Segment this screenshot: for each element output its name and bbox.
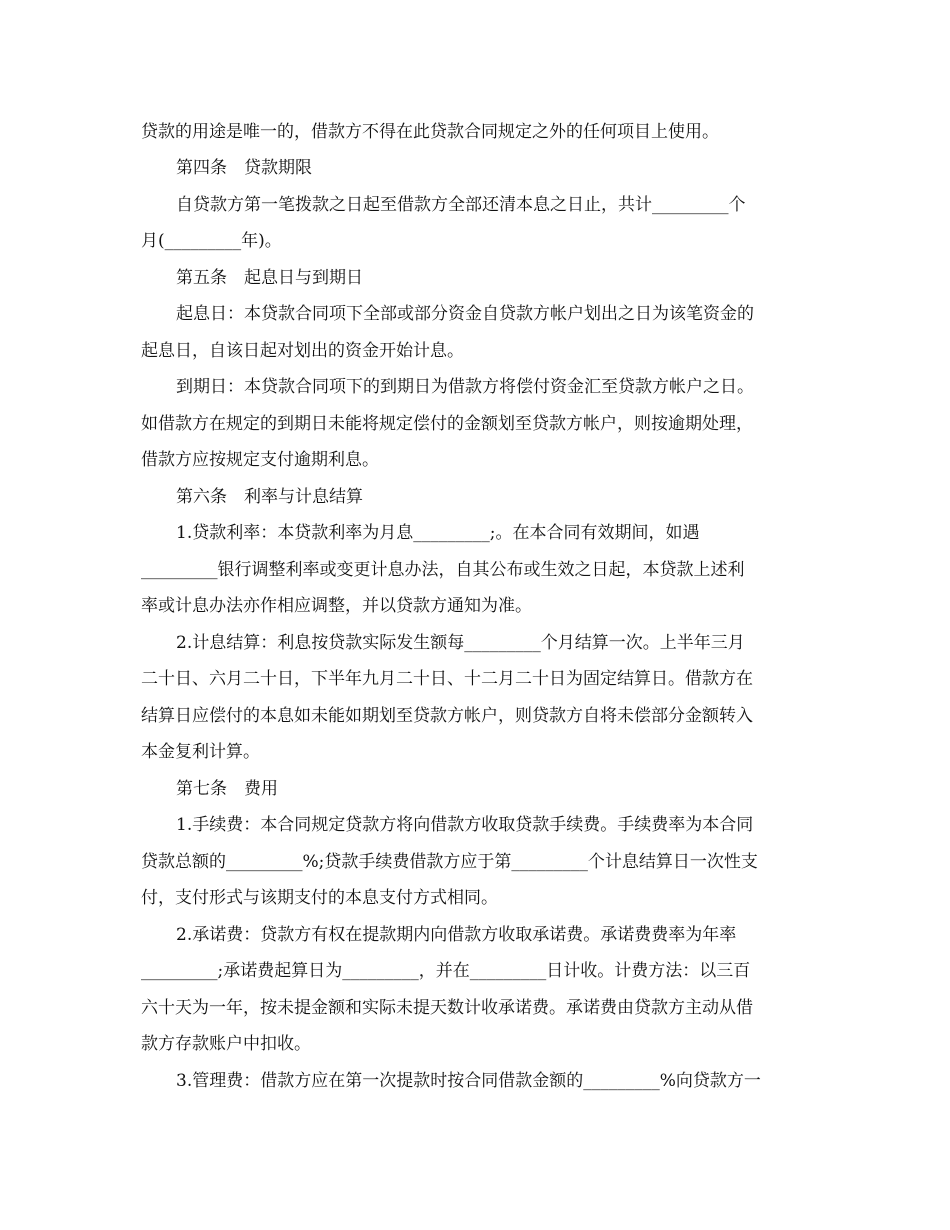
text-line: 本金复利计算。 <box>141 742 260 762</box>
text-line: _________;承诺费起算日为_________，并在_________日计收。计费方法：以三百 <box>141 961 751 981</box>
text-line: 贷款总额的_________%;贷款手续费借款方应于第_________个计息结算日一次性支 <box>141 852 758 872</box>
article-heading: 第七条 费用 <box>176 779 278 799</box>
text-line: _________银行调整利率或变更计息办法，自其公布或生效之日起，本贷款上述利 <box>141 560 745 580</box>
text-line: 3.管理费：借款方应在第一次提款时按合同借款金额的_________%向贷款方一 <box>176 1071 761 1091</box>
text-line: 起息日，自该日起对划出的资金开始计息。 <box>141 341 464 361</box>
text-line: 借款方应按规定支付逾期利息。 <box>141 450 379 470</box>
text-line: 六十天为一年，按未提金额和实际未提天数计收承诺费。承诺费由贷款方主动从借 <box>141 998 753 1018</box>
text-line: 款方存款账户中扣收。 <box>141 1034 311 1054</box>
text-line: 二十日、六月二十日，下半年九月二十日、十二月二十日为固定结算日。借款方在 <box>141 669 753 689</box>
text-line: 1.贷款利率：本贷款利率为月息_________;。在本合同有效期间，如遇 <box>176 523 700 543</box>
article-heading: 第四条 贷款期限 <box>176 158 312 178</box>
text-line: 贷款的用途是唯一的，借款方不得在此贷款合同规定之外的任何项目上使用。 <box>141 122 719 142</box>
text-line: 月(_________年)。 <box>141 231 282 251</box>
article-heading: 第六条 利率与计息结算 <box>176 487 363 507</box>
text-line: 如借款方在规定的到期日未能将规定偿付的金额划至贷款方帐户，则按逾期处理， <box>141 414 753 434</box>
text-line: 1.手续费：本合同规定贷款方将向借款方收取贷款手续费。手续费率为本合同 <box>176 815 754 835</box>
text-line: 结算日应偿付的本息如未能如期划至贷款方帐户，则贷款方自将未偿部分金额转入 <box>141 706 753 726</box>
text-line: 自贷款方第一笔拨款之日起至借款方全部还清本息之日止，共计_________个 <box>176 195 746 215</box>
text-line: 2.计息结算：利息按贷款实际发生额每_________个月结算一次。上半年三月 <box>176 633 745 653</box>
text-line: 率或计息办法亦作相应调整，并以贷款方通知为准。 <box>141 596 532 616</box>
text-line: 到期日：本贷款合同项下的到期日为借款方将偿付资金汇至贷款方帐户之日。 <box>176 377 754 397</box>
text-line: 起息日：本贷款合同项下全部或部分资金自贷款方帐户划出之日为该笔资金的 <box>176 304 754 324</box>
text-line: 付，支付形式与该期支付的本息支付方式相同。 <box>141 888 498 908</box>
article-heading: 第五条 起息日与到期日 <box>176 268 363 288</box>
text-line: 2.承诺费：贷款方有权在提款期内向借款方收取承诺费。承诺费费率为年率 <box>176 925 737 945</box>
